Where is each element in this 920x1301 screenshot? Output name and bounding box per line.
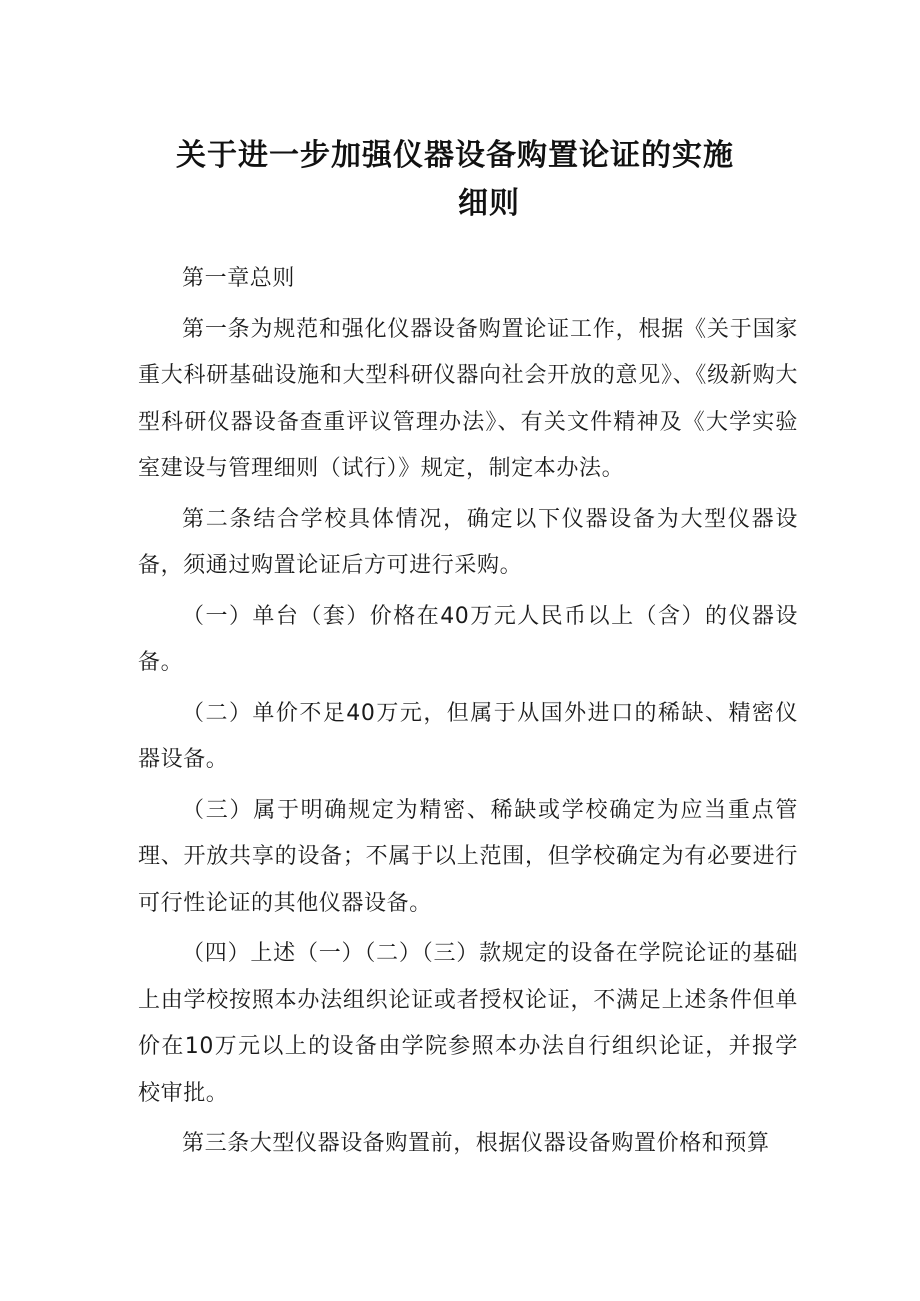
clause-3: （三）属于明确规定为精密、稀缺或学校确定为应当重点管理、开放共享的设备；不属于以上范围，但学校确定为有必要进行可行性论证的其他仪器设备。 [138, 797, 798, 916]
clause-2: （二）单价不足40万元，但属于从国外进口的稀缺、精密仪器设备。 [138, 700, 798, 772]
document-title-line2: 细则 [458, 186, 520, 221]
article-2: 第二条结合学校具体情况，确定以下仪器设备为大型仪器设备，须通过购置论证后方可进行采购。 [138, 506, 798, 578]
article-1: 第一条为规范和强化仪器设备购置论证工作，根据《关于国家重大科研基础设施和大型科研仪器向社会开放的意见》、《级新购大型科研仪器设备查重评议管理办法》、有关文件精神及《大学实验室建设与管理细则（试行）》规定，制定本办法。 [138, 316, 798, 481]
clause-1: （一）单台（套）价格在40万元人民币以上（含）的仪器设备。 [138, 603, 798, 675]
chapter-heading: 第一章总则 [182, 266, 296, 291]
clause-4: （四）上述（一）（二）（三）款规定的设备在学院论证的基础上由学校按照本办法组织论证或者授权论证，不满足上述条件但单价在10万元以上的设备由学院参照本办法自行组织论证，并报学校审批。 [138, 941, 798, 1106]
document-body [138, 256, 798, 1168]
document-title-line1: 关于进一步加强仪器设备购置论证的实施 [176, 138, 734, 173]
article-3: 第三条大型仪器设备购置前，根据仪器设备购置价格和预算 [182, 1131, 770, 1156]
